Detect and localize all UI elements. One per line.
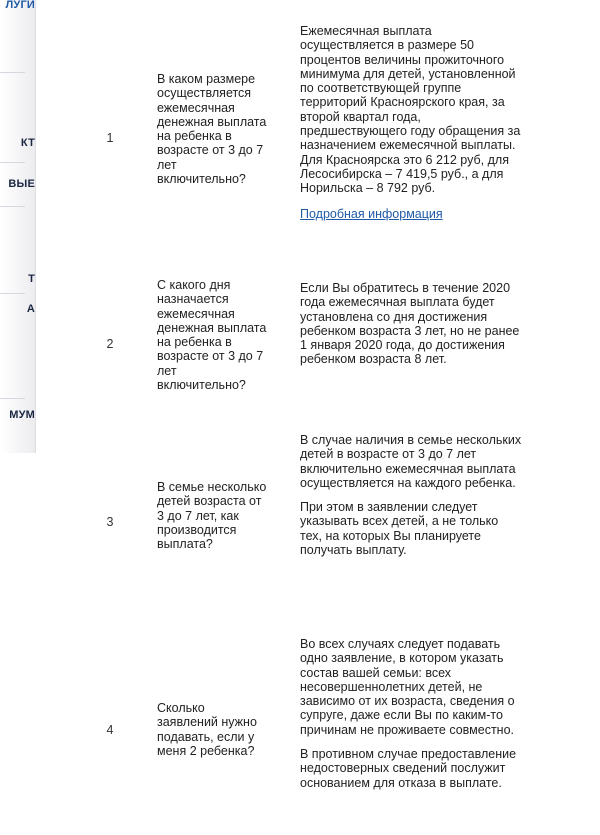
sidebar-item-2[interactable]: КТ bbox=[20, 137, 35, 149]
faq-answer-paragraph: В противном случае предоставление недостоверных сведений послужит основанием для отказа в выплате. bbox=[300, 747, 517, 790]
faq-answer bbox=[300, 637, 522, 800]
faq-question: В каком размере осуществляется ежемесячная денежная выплата на ребенка в возрасте от 3 до 7 лет включительно? bbox=[157, 72, 267, 187]
faq-number: 4 bbox=[106, 723, 114, 737]
sidebar-divider bbox=[0, 206, 25, 207]
faq-answer-paragraph: Во всех случаях следует подавать одно заявление, в котором указать состав вашей семьи: всех несовершеннолетних детей, не зависимо от их возраста, сведения о супруге, даже если Вы по каким-то причинам не проживаете совместно. bbox=[300, 637, 515, 737]
sidebar-menu bbox=[0, 0, 36, 453]
faq-question: С какого дня назначается ежемесячная денежная выплата на ребенка в возрасте от 3 до 7 лет включительно? bbox=[157, 278, 267, 393]
faq-answer-paragraph: При этом в заявлении следует указывать всех детей, а не только тех, на которых Вы планируете получать выплату. bbox=[300, 500, 499, 558]
faq-number: 3 bbox=[106, 515, 114, 529]
sidebar-item-6[interactable]: МУМ bbox=[9, 409, 35, 421]
faq-answer-paragraph: Ежемесячная выплата осуществляется в размере 50 процентов величины прожиточного минимума для детей, установленной по соответствующей группе территорий Красноярского края, за второй квартал года, предшествующего году обращения за назначением ежемесячной выплаты. Для Красноярска это 6 212 руб, для Лесосибирска – 7 419,5 руб., а для Норильска – 8 792 руб. bbox=[300, 24, 521, 196]
sidebar-item-3[interactable]: ВЫЕ bbox=[8, 178, 35, 190]
faq-question: В семье несколько детей возраста от 3 до 7 лет, как производится выплата? bbox=[157, 480, 267, 552]
details-link[interactable]: Подробная информация bbox=[300, 206, 443, 221]
faq-answer bbox=[300, 433, 522, 567]
sidebar-item-services[interactable]: ЛУГИ bbox=[5, 0, 35, 11]
faq-answer-paragraph: Если Вы обратитесь в течение 2020 года ежемесячная выплата будет установлена со дня достижения ребенком возраста 3 лет, но не ранее 1 января 2020 года, до достижения ребенком возраста 8 лет. bbox=[300, 281, 520, 367]
sidebar-item-5[interactable]: А bbox=[26, 303, 35, 315]
faq-answer-paragraph: В случае наличия в семье нескольких детей в возрасте от 3 до 7 лет включительно ежемесячная выплата осуществляется на каждого ребенка. bbox=[300, 433, 522, 490]
sidebar-divider bbox=[0, 398, 25, 399]
sidebar-divider bbox=[0, 162, 25, 163]
faq-answer bbox=[300, 281, 522, 377]
sidebar-item-4[interactable]: Т bbox=[28, 273, 35, 285]
sidebar-divider bbox=[0, 293, 25, 294]
faq-number: 2 bbox=[106, 337, 114, 351]
faq-question: Сколько заявлений нужно подавать, если у меня 2 ребенка? bbox=[157, 701, 257, 758]
faq-number: 1 bbox=[106, 131, 114, 145]
sidebar-divider bbox=[0, 72, 25, 73]
faq-answer bbox=[300, 24, 522, 221]
